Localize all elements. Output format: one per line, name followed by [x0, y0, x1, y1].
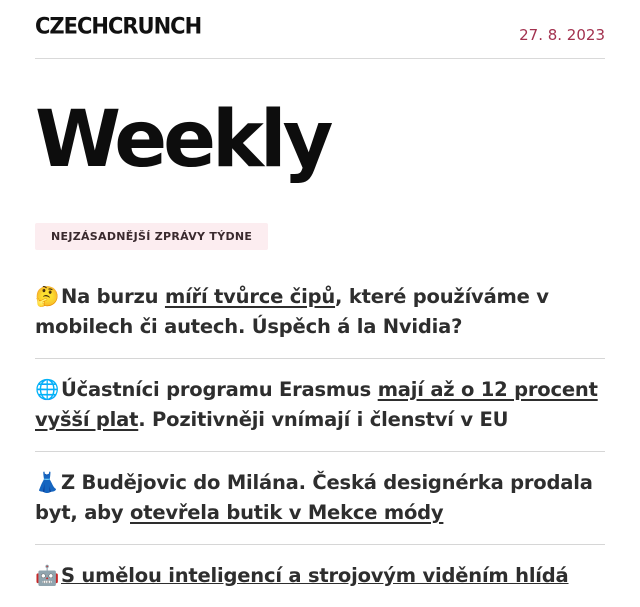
- news-item: [35, 266, 605, 359]
- news-item: [35, 545, 605, 607]
- robot-icon: 🤖: [35, 564, 60, 587]
- issue-date: 27. 8. 2023: [519, 26, 605, 44]
- news-link[interactable]: míří tvůrce čipů: [164, 285, 336, 308]
- header: [35, 0, 605, 59]
- page-title: Weekly: [35, 95, 330, 185]
- logo[interactable]: CZECHCRUNCH: [35, 13, 202, 39]
- globe-icon: 🌐: [35, 378, 60, 401]
- news-text: , které používáme v mobilech či autech. Úspěch á la Nvidia?: [35, 285, 549, 338]
- news-text: Na burzu: [61, 285, 165, 308]
- news-item: [35, 359, 605, 452]
- news-link[interactable]: otevřela butik v Mekce módy: [130, 501, 444, 524]
- newsletter: [35, 0, 605, 607]
- section-badge: NEJZÁSADNĚJŠÍ ZPRÁVY TÝDNE: [35, 223, 268, 250]
- dress-icon: 👗: [35, 471, 60, 494]
- news-text: Z Budějovic do Milána. Česká designérka prodala byt, aby: [35, 471, 593, 524]
- news-text: Účastníci programu Erasmus: [61, 378, 378, 401]
- news-text: . Pozitivněji vnímají i členství v EU: [138, 408, 509, 431]
- news-text: S umělou inteligencí a strojovým viděním hlídá: [61, 564, 569, 587]
- news-list: [35, 266, 605, 607]
- news-item: [35, 452, 605, 545]
- news-link[interactable]: mají až o 12 procent vyšší plat: [35, 378, 598, 431]
- thinking-face-icon: 🤔: [35, 285, 60, 308]
